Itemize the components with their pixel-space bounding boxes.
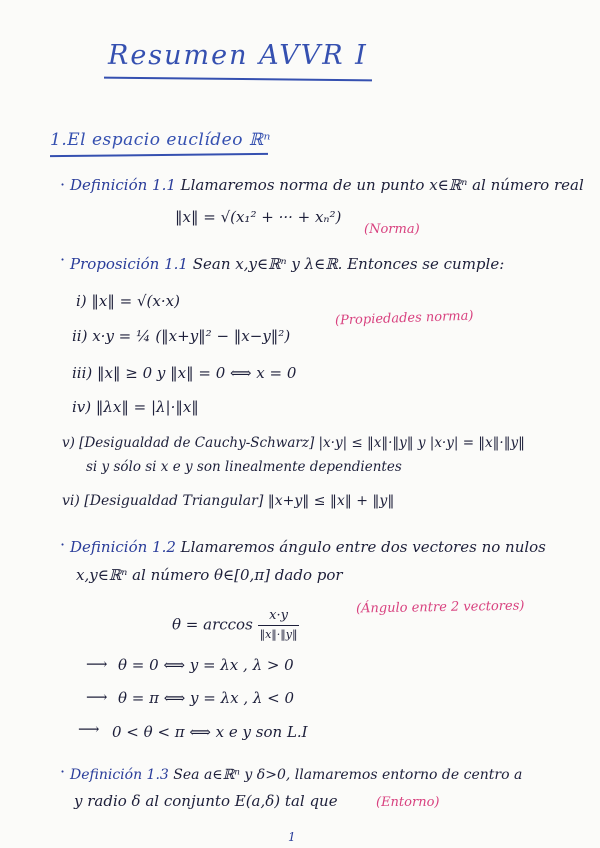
def11-formula: ‖x‖ = √(x₁² + ··· + xₙ²) <box>175 208 342 226</box>
def12-text1: Llamaremos ángulo entre dos vectores no nulos <box>180 538 546 556</box>
bullet-def11: · <box>60 175 66 194</box>
prop11-item-iii: iii) ‖x‖ ≥ 0 y ‖x‖ = 0 ⟺ x = 0 <box>72 364 297 382</box>
arrow-icon: ⟶ <box>78 720 100 738</box>
arrow-icon: ⟶ <box>86 655 108 673</box>
prop11-item-vi: vi) [Desigualdad Triangular] ‖x+y‖ ≤ ‖x‖ + ‖y‖ <box>62 493 395 509</box>
section-heading: 1.El espacio euclídeo ℝⁿ <box>50 130 271 150</box>
def12-formula-left: θ = arccos <box>172 615 253 634</box>
def12-frac-den: ‖x‖·‖y‖ <box>259 628 298 641</box>
prop11-note: (Propiedades norma) <box>334 308 474 329</box>
def13-text2: y radio δ al conjunto E(a,δ) tal que <box>74 792 338 810</box>
def13-line1 <box>70 766 522 784</box>
def12-fraction <box>258 607 300 644</box>
def13-label: Definición 1.3 <box>70 767 169 783</box>
def11-text: Llamaremos norma de un punto x∈ℝⁿ al número real <box>180 176 584 194</box>
prop11-line <box>70 255 504 273</box>
def12-frac-num: x·y <box>258 607 300 626</box>
prop11-item-ii: ii) x·y = ¼ (‖x+y‖² − ‖x−y‖²) <box>72 327 291 345</box>
def12-text2: x,y∈ℝⁿ al número θ∈[0,π] dado por <box>76 566 343 584</box>
def11-line <box>70 176 584 194</box>
arrow-icon: ⟶ <box>86 688 108 706</box>
page-title: Resumen AVVR I <box>108 40 368 71</box>
section-underline <box>50 153 268 157</box>
prop11-item-v: v) [Desigualdad de Cauchy-Schwarz] |x·y| ≤ ‖x‖·‖y‖ y |x·y| = ‖x‖·‖y‖ <box>62 435 525 451</box>
def12-formula <box>172 607 299 644</box>
prop11-text: Sean x,y∈ℝⁿ y λ∈ℝ. Entonces se cumple: <box>192 255 505 273</box>
def12-line1 <box>70 538 546 556</box>
def12-case-3: 0 < θ < π ⟺ x e y son L.I <box>112 723 308 741</box>
prop11-item-iv: iv) ‖λx‖ = |λ|·‖x‖ <box>72 398 199 416</box>
def11-label: Definición 1.1 <box>70 176 176 194</box>
prop11-item-v-cont: si y sólo si x e y son linealmente dependientes <box>86 459 402 475</box>
def12-note: (Ángulo entre 2 vectores) <box>355 598 525 617</box>
bullet-def13: · <box>60 762 66 781</box>
def12-label: Definición 1.2 <box>70 538 176 556</box>
prop11-item-i: i) ‖x‖ = √(x·x) <box>76 292 180 310</box>
prop11-label: Proposición 1.1 <box>70 255 188 273</box>
bullet-def12: · <box>60 535 66 554</box>
bullet-prop11: · <box>60 250 66 269</box>
def13-note: (Entorno) <box>376 795 440 810</box>
def11-note: (Norma) <box>364 222 420 237</box>
page-number: 1 <box>288 830 296 844</box>
def12-case-2: θ = π ⟺ y = λx , λ < 0 <box>118 689 295 707</box>
title-underline <box>104 77 372 82</box>
def12-case-1: θ = 0 ⟺ y = λx , λ > 0 <box>118 656 294 674</box>
def13-text1: Sea a∈ℝⁿ y δ>0, llamaremos entorno de centro a <box>173 767 523 783</box>
